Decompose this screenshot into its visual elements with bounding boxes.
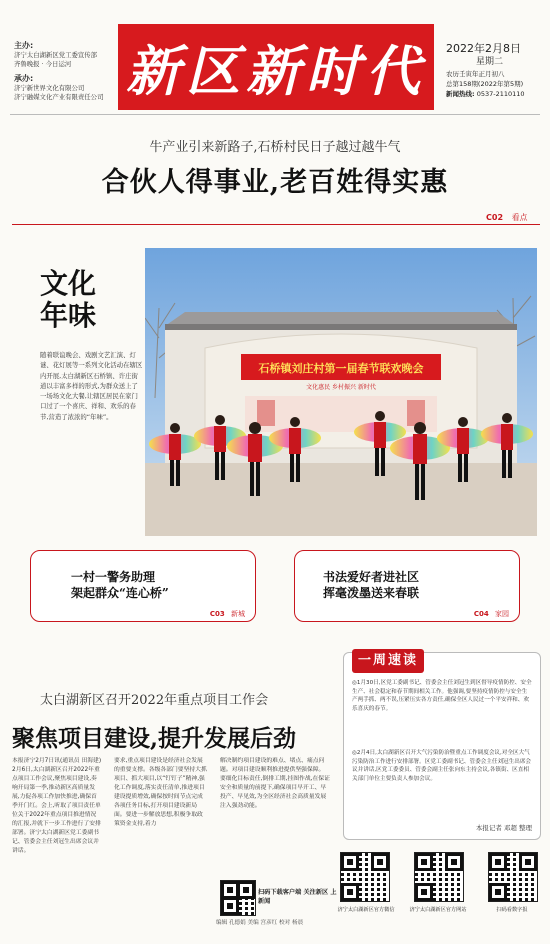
sponsor-2: 齐鲁晚报 · 今日运河 bbox=[14, 60, 72, 68]
qr-caption-digital: 扫码看数字报 bbox=[496, 907, 528, 913]
feature-title-line2: 年味 bbox=[40, 299, 97, 332]
website-qr[interactable] bbox=[414, 852, 464, 902]
hotline-label: 新闻热线: bbox=[446, 90, 475, 98]
article-column-1: 本报济宁2月7日讯(通讯员 田海建) 2月6日,太白湖新区召开2022年重点项目工作会议,聚焦项目建设,奏响开局第一季,推动新区高质量发展,力促各项工作加快推进,确保首季开门红。会上,听取了项目责任单位关于2022年重点项目推进情况的汇报,并就下一步工作进行了安排部署。济宁太白湖新区党工委副书记、管委会主任刘冠生出席会议并讲话。 bbox=[12, 758, 102, 854]
organizer-2: 济宁融媒文化产业有限责任公司 bbox=[14, 93, 104, 101]
lead-page-ref bbox=[486, 212, 528, 223]
issue-number: 总第158期(2022年第5期) bbox=[446, 80, 524, 88]
feature-title bbox=[40, 268, 96, 332]
teaser-line1: 书法爱好者进社区 bbox=[323, 570, 420, 584]
lead-subtitle: 牛产业引来新路子,石桥村民日子越过越牛气 bbox=[149, 140, 401, 155]
article-title: 聚焦项目建设,提升发展后劲 bbox=[12, 725, 297, 752]
teaser-page-number: C03 bbox=[209, 610, 225, 618]
editor-line: 编辑 孔德娟 美编 宫彦红 校对 杨晨 bbox=[216, 920, 304, 926]
lead-title: 合伙人得事业,老百姓得实惠 bbox=[101, 167, 449, 198]
digital-edition-qr[interactable] bbox=[488, 852, 538, 902]
teaser-page-number: C04 bbox=[473, 610, 489, 618]
teaser-card-calligraphy[interactable] bbox=[294, 550, 520, 622]
article-column-3: 解决制约项目建设的难点、堵点、痛点问题。对项目建设顺利推进提供坚强保障。要细化目标责任,倒排工期,挂图作战,在保证安全和质量的前提下,确保项目早开工、早投产、早见效,为全区经济社会高质量发展注入强劲动能。 bbox=[220, 758, 330, 809]
weekly-digest bbox=[343, 652, 541, 840]
teaser-line2: 挥毫泼墨送来春联 bbox=[323, 586, 420, 600]
header-divider bbox=[10, 114, 540, 115]
issue-weekday: 星期二 bbox=[476, 57, 504, 67]
lead-page-number: C02 bbox=[486, 213, 504, 222]
teaser-line2: 架起群众“连心桥” bbox=[71, 586, 169, 600]
teaser-line1: 一村一警务助理 bbox=[71, 570, 156, 584]
weekly-item: ◎2月4日,太白湖新区召开大气污染防治暨重点工作调度会议,对全区大气污染防治工作进行安排部署。区党工委副书记、管委会主任刘冠生出席会议并讲话,区党工委委员、管委会副主任张向东主持会议,各镇街、区直相关部门单位主要负责人参加会议。 bbox=[352, 750, 532, 782]
hotline-number: 0537-2110110 bbox=[476, 90, 525, 98]
lunar-date: 农历壬寅年正月初八 bbox=[446, 70, 505, 78]
issue-info bbox=[446, 42, 546, 99]
organizer-label: 承办: bbox=[14, 74, 34, 83]
masthead-sponsor-info bbox=[14, 40, 118, 102]
teaser-section: 新城 bbox=[231, 610, 245, 618]
weekly-byline: 本报记者 邓超 整理 bbox=[475, 824, 532, 832]
teaser-card-village-police[interactable] bbox=[30, 550, 256, 622]
article-column-2: 要求,重点项目建设是经济社会发展的重要支撑。各级各部门要坚持大抓项目、抓大项目,以“钉钉子”精神,强化工作调度,落实责任清单,推进项目建设提质增效,确保按时间节点完成各项任务目标,打开项目建设新局面。要进一步解放思想,积极争取政策资金支持,着力 bbox=[114, 758, 207, 827]
client-download-qr[interactable] bbox=[220, 880, 256, 916]
banner-subtext: 文化惠民 乡村振兴 新时代 bbox=[306, 384, 376, 391]
teaser-section: 家园 bbox=[495, 610, 509, 618]
sponsor-label: 主办: bbox=[14, 41, 34, 50]
weekly-title: 一周速读 bbox=[352, 649, 424, 673]
qr-caption-wechat: 济宁太白湖新区官方微信 bbox=[337, 907, 395, 913]
banner-text: 石桥镇刘庄村第一届春节联欢晚会 bbox=[258, 362, 424, 375]
organizer-1: 济宁新世界文化有限公司 bbox=[14, 84, 85, 92]
lead-section: 看点 bbox=[511, 213, 528, 222]
client-download-text: 扫码下载客户端 关注新区 上新闻 bbox=[258, 889, 337, 905]
weekly-item: ◎1月30日,区党工委副书记、管委会主任刘冠生到区督导疫情防控、安全生产、社会稳定和春节期间相关工作。他强调,要坚持疫情防控与安全生产两手抓、两不误,压紧压实各方责任,确保全区人民过一个平安祥和、欢乐喜庆的春节。 bbox=[352, 680, 532, 712]
sponsor-1: 济宁太白湖新区党工委宣传部 bbox=[14, 51, 98, 59]
feature-photo bbox=[145, 248, 537, 536]
article-subtitle: 太白湖新区召开2022年重点项目工作会 bbox=[40, 693, 269, 708]
lead-rule bbox=[12, 224, 540, 225]
feature-title-line1: 文化 bbox=[40, 267, 97, 300]
issue-date: 2022年2月8日 bbox=[446, 42, 521, 55]
masthead-title: 新区新时代 bbox=[118, 24, 434, 110]
qr-caption-website: 济宁太白湖新区官方网站 bbox=[409, 907, 467, 913]
feature-text: 随着联谊晚会、戏剧文艺汇演、灯谜、花灯展等一系列文化活动在辖区内开展,太白湖新区石桥镇、许庄街道以丰富多样的形式,为群众送上了一场场文化大餐,让辖区居民在家门口过了一个喜庆、祥和、欢乐的春节,营造了浓浓的“年味”。 bbox=[40, 351, 143, 421]
wechat-qr[interactable] bbox=[340, 852, 390, 902]
